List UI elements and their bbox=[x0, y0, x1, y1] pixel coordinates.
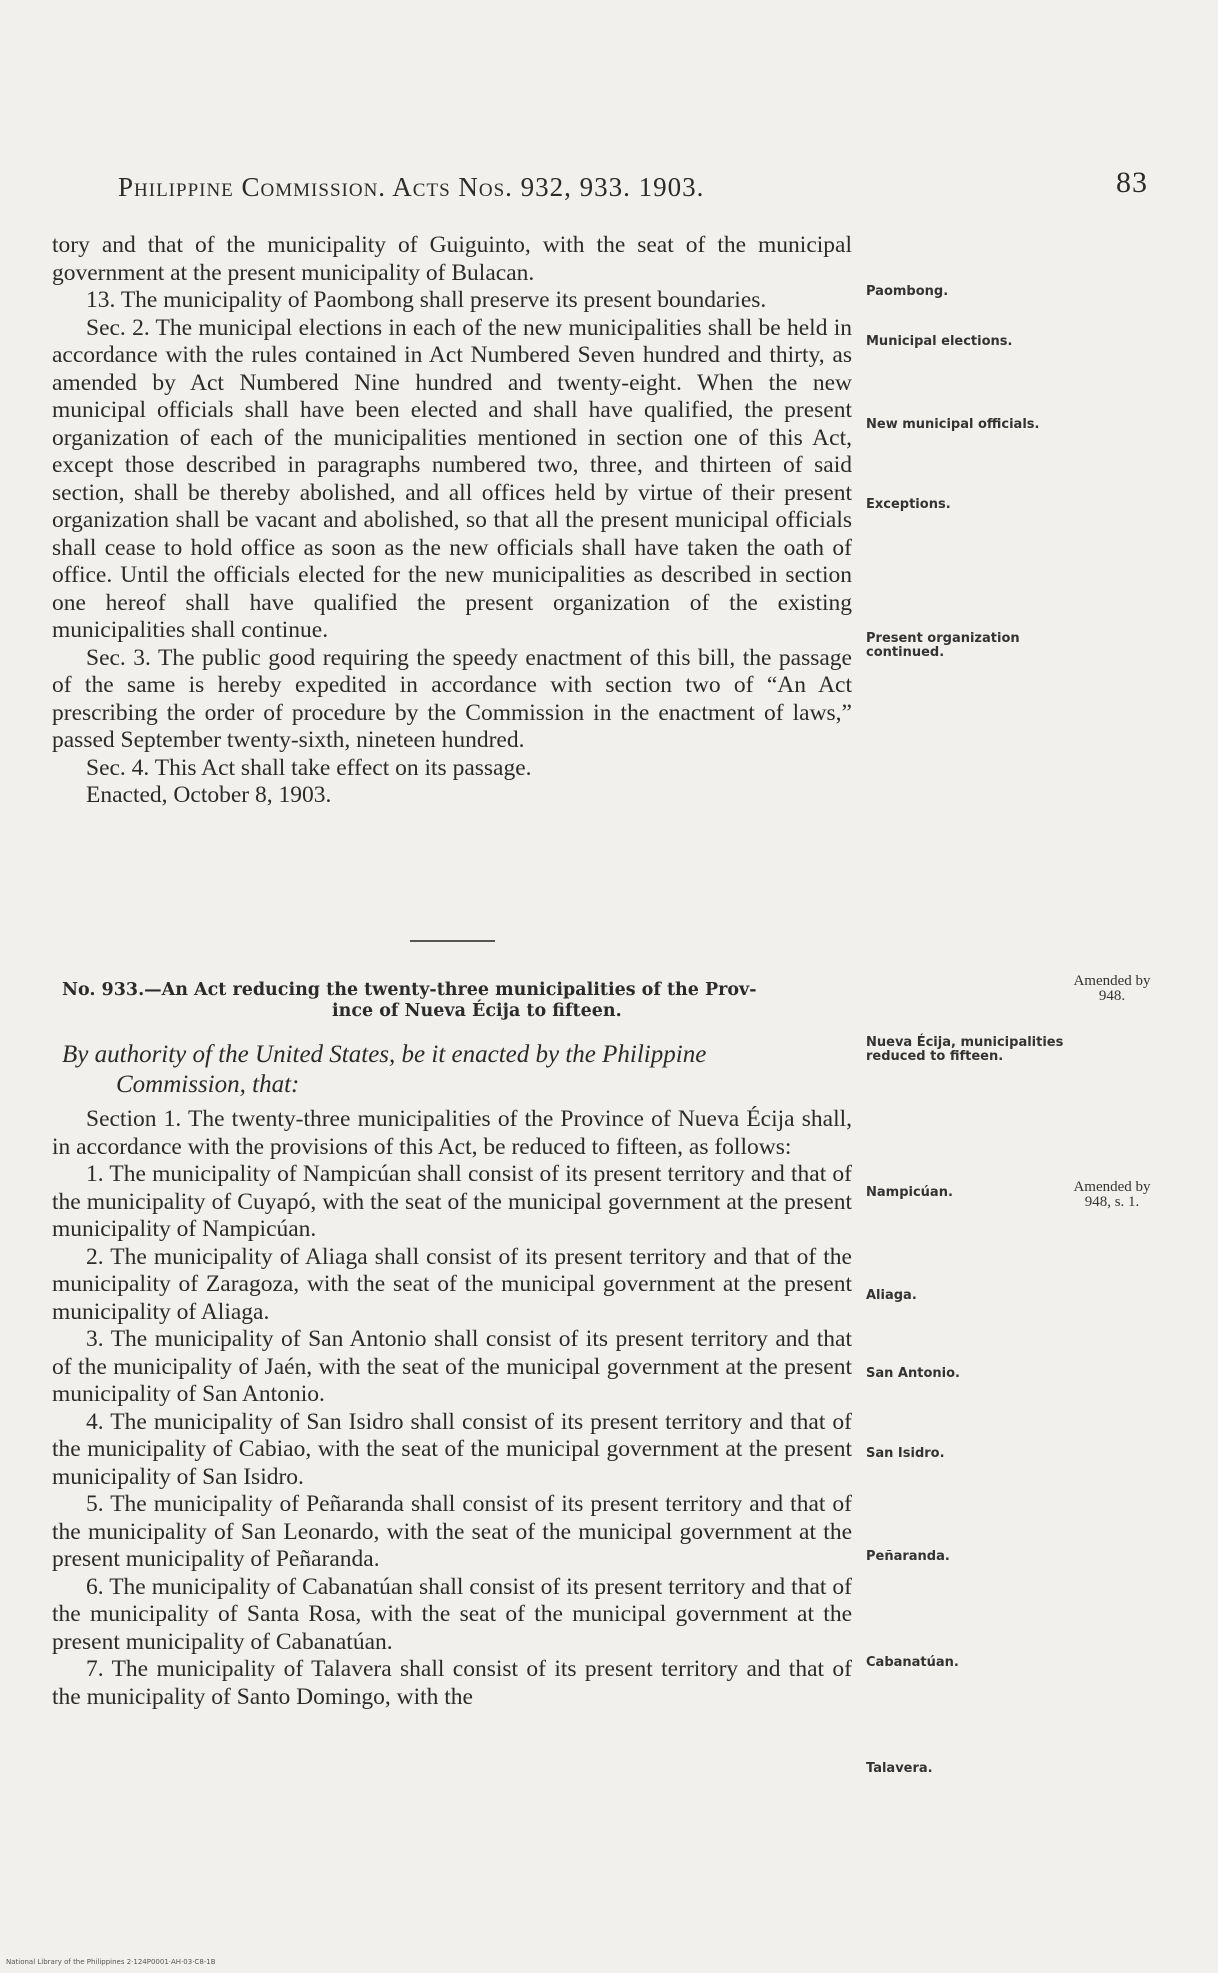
act-title-line: No. 933.—An Act reducing the twenty-three municipalities of the Prov- bbox=[62, 980, 757, 1000]
act-title-line: ince of Nueva Écija to fifteen. bbox=[332, 1001, 622, 1021]
paragraph: 6. The municipality of Cabanatúan shall consist of its present territory and that of the municipality of Santa Rosa, with the seat of the municipal government at the present municipality of Cabanatúan. bbox=[52, 1573, 852, 1655]
enacting-clause bbox=[62, 1040, 862, 1100]
margin-note-new-officials: New municipal officials. bbox=[866, 417, 1040, 432]
paragraph: 2. The municipality of Aliaga shall consist of its present territory and that of the municipality of Zaragoza, with the seat of the municipal government at the present municipality of Aliaga. bbox=[52, 1243, 852, 1325]
margin-note-san-antonio: San Antonio. bbox=[866, 1366, 960, 1381]
page-header bbox=[118, 166, 1148, 212]
margin-note-present-organization: Present organization continued. bbox=[866, 631, 1020, 660]
paragraph: 1. The municipality of Nampicúan shall consist of its present territory and that of the municipality of Cuyapó, with the seat of the municipal government at the present municipality of Nampicúan. bbox=[52, 1161, 852, 1242]
act-title bbox=[62, 980, 852, 1022]
paragraph: Section 1. The twenty-three municipalities of the Province of Nueva Écija shall, in accordance with the provisions of this Act, be reduced to fifteen, as follows: bbox=[52, 1106, 852, 1160]
margin-note-amended: Amended by 948. bbox=[1073, 973, 1151, 1004]
paragraph: 4. The municipality of San Isidro shall consist of its present territory and that of the municipality of Cabiao, with the seat of the municipal government at the present municipality of San Isidro. bbox=[52, 1408, 852, 1490]
paragraph: 5. The municipality of Peñaranda shall consist of its present territory and that of the municipality of San Leonardo, with the seat of the municipal government at the present municipality of Peñaranda. bbox=[52, 1491, 852, 1572]
paragraph: Sec. 4. This Act shall take effect on its passage. bbox=[86, 754, 532, 781]
enacting-line: By authority of the United States, be it enacted by the Philippine bbox=[62, 1041, 707, 1068]
paragraph: 13. The municipality of Paombong shall preserve its present boundaries. bbox=[86, 287, 767, 313]
scan-credit: National Library of the Philippines 2·124P0001·AH·03·C8-1B bbox=[6, 1958, 216, 1966]
margin-note-penaranda: Peñaranda. bbox=[866, 1549, 950, 1564]
margin-note-aliaga: Aliaga. bbox=[866, 1288, 917, 1303]
paragraph: 3. The municipality of San Antonio shall consist of its present territory and that of the municipality of Jaén, with the seat of the municipal government at the present municipality of San Antonio. bbox=[52, 1326, 852, 1407]
margin-note-talavera: Talavera. bbox=[866, 1761, 933, 1776]
margin-note-municipal-elections: Municipal elections. bbox=[866, 334, 1013, 349]
margin-note-cabanatuan: Cabanatúan. bbox=[866, 1655, 959, 1670]
paragraph: tory and that of the municipality of Guiguinto, with the seat of the municipal government at the present municipality of Bulacan. bbox=[52, 232, 852, 286]
margin-note-nampicuan: Nampicúan. bbox=[866, 1185, 953, 1200]
paragraph: Sec. 3. The public good requiring the speedy enactment of this bill, the passage of the same is hereby expedited in accordance with section two of “An Act prescribing the order of procedure by the Commission in the enactment of laws,” passed September twenty-sixth, nineteen hundred. bbox=[52, 644, 852, 753]
act-933-text bbox=[52, 1106, 852, 1711]
margin-note-nueva-ecija: Nueva Écija, municipalities reduced to fifteen. bbox=[866, 1035, 1064, 1064]
margin-note-san-isidro: San Isidro. bbox=[866, 1446, 945, 1461]
margin-note-exceptions: Exceptions. bbox=[866, 497, 951, 512]
margin-note-paombong: Paombong. bbox=[866, 284, 949, 299]
margin-note-amended-section: Amended by 948, s. 1. bbox=[1073, 1179, 1151, 1210]
act-932-text bbox=[52, 232, 852, 810]
enacting-line: Commission, that: bbox=[116, 1071, 300, 1098]
paragraph: Sec. 2. The municipal elections in each of the new municipalities shall be held in accordance with the rules contained in Act Numbered Seven hundred and thirty, as amended by Act Numbered Nine hundred and twenty-eight. When the new municipal officials shall have been elected and shall have qualified, the present organization of each of the municipalities mentioned in section one of this Act, except those described in paragraphs numbered two, three, and thirteen of said section, shall be thereby abolished, and all offices held by virtue of their present organization shall be vacant and abolished, so that all the present municipal officials shall cease to hold office as soon as the new officials shall have taken the oath of office. Until the officials elected for the new municipalities as described in section one hereof shall have qualified the present organization of the existing municipalities shall continue. bbox=[52, 314, 852, 643]
section-divider bbox=[410, 940, 495, 942]
page-number: 83 bbox=[1116, 166, 1148, 199]
paragraph: 7. The municipality of Talavera shall consist of its present territory and that of the municipality of Santo Domingo, with the bbox=[52, 1656, 852, 1710]
enacted-date: Enacted, October 8, 1903. bbox=[86, 782, 332, 808]
running-title: Philippine Commission. Acts Nos. 932, 933. 1903. bbox=[118, 172, 705, 202]
